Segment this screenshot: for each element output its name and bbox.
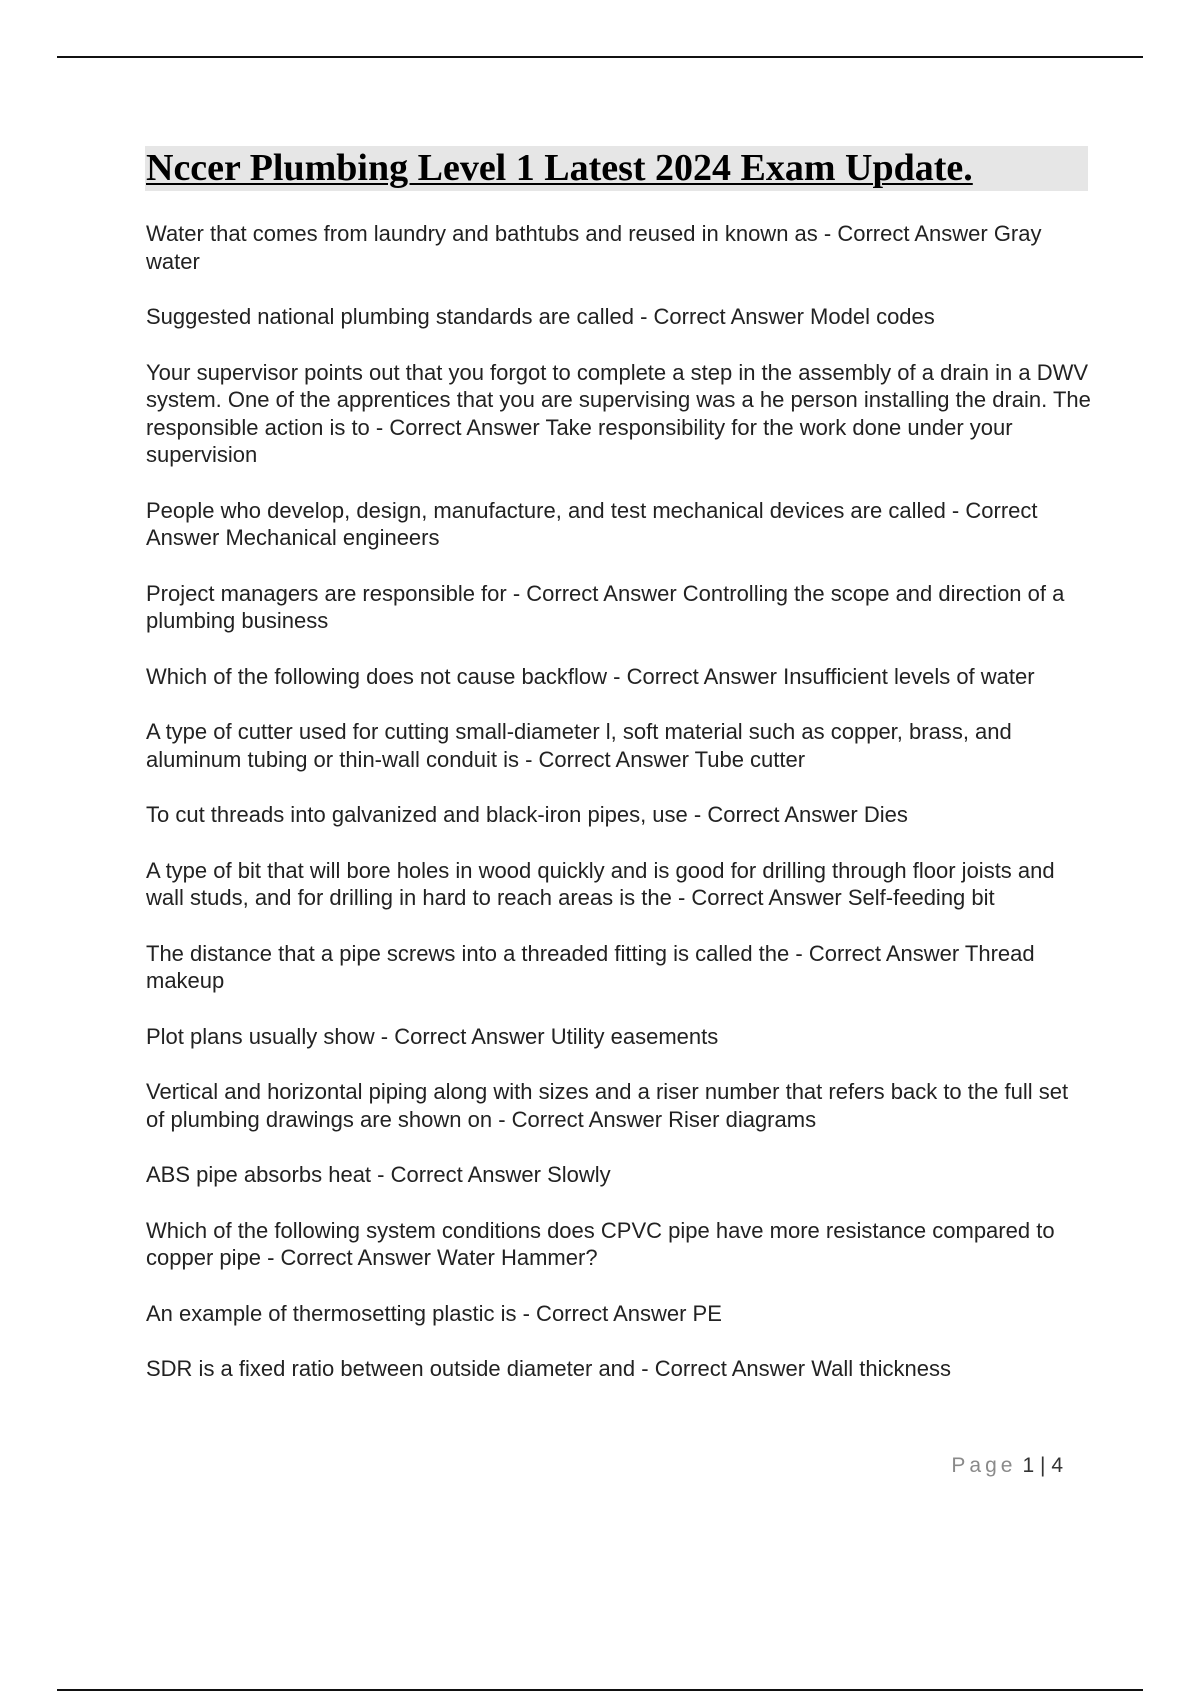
- qa-item: [146, 303, 1091, 331]
- qa-text: People who develop, design, manufacture, and test mechanical devices are called - Correct Answer Mechanical engineers: [146, 497, 1038, 550]
- qa-text: ABS pipe absorbs heat - Correct Answer Slowly: [146, 1162, 611, 1187]
- qa-text: SDR is a fixed ratio between outside diameter and - Correct Answer Wall thickness: [146, 1356, 951, 1381]
- qa-item: [146, 940, 1091, 995]
- qa-item: [146, 220, 1091, 275]
- qa-item: [146, 359, 1091, 469]
- question-answer-list: [146, 220, 1091, 1411]
- qa-text: The distance that a pipe screws into a threaded fitting is called the - Correct Answer Thread makeup: [146, 940, 1035, 993]
- qa-item: [146, 1300, 1091, 1328]
- page-current: 1: [1022, 1454, 1035, 1477]
- qa-item: [146, 1355, 1091, 1383]
- qa-text: Suggested national plumbing standards are called - Correct Answer Model codes: [146, 304, 935, 329]
- qa-text: Water that comes from laundry and bathtubs and reused in known as - Correct Answer Gray water: [146, 221, 1042, 274]
- qa-item: [146, 497, 1091, 552]
- qa-text: A type of cutter used for cutting small-diameter l, soft material such as copper, brass, and aluminum tubing or thin-wall conduit is - Correct Answer Tube cutter: [146, 719, 1012, 772]
- qa-item: [146, 663, 1091, 691]
- qa-item: [146, 1023, 1091, 1051]
- page-total: 4: [1051, 1454, 1063, 1477]
- qa-text: To cut threads into galvanized and black-iron pipes, use - Correct Answer Dies: [146, 802, 908, 827]
- page-number: [951, 1454, 1063, 1478]
- qa-text: A type of bit that will bore holes in wood quickly and is good for drilling through floor joists and wall studs, and for drilling in hard to reach areas is the - Correct Answer Self-feeding bit: [146, 857, 1055, 910]
- qa-item: [146, 801, 1091, 829]
- qa-item: [146, 580, 1091, 635]
- document-title: Nccer Plumbing Level 1 Latest 2024 Exam Update.: [146, 147, 973, 189]
- page-separator: |: [1040, 1454, 1046, 1477]
- qa-text: Your supervisor points out that you forgot to complete a step in the assembly of a drain in a DWV system. One of the apprentices that you are supervising was a he person installing the drain. The responsible action is to - Correct Answer Take responsibility for the work done under your supervision: [146, 359, 1091, 467]
- qa-item: [146, 1078, 1091, 1133]
- qa-text: Which of the following system conditions does CPVC pipe have more resistance compared to copper pipe - Correct Answer Water Hammer?: [146, 1217, 1055, 1270]
- qa-text: Which of the following does not cause backflow - Correct Answer Insufficient levels of water: [146, 663, 1035, 689]
- qa-item: [146, 857, 1091, 912]
- qa-text: Project managers are responsible for - Correct Answer Controlling the scope and direction of a plumbing business: [146, 580, 1065, 633]
- qa-text: Vertical and horizontal piping along with sizes and a riser number that refers back to the full set of plumbing drawings are shown on - Correct Answer Riser diagrams: [146, 1079, 1069, 1132]
- qa-text: Plot plans usually show - Correct Answer Utility easements: [146, 1023, 719, 1049]
- qa-text: An example of thermosetting plastic is - Correct Answer PE: [146, 1300, 722, 1326]
- qa-item: [146, 1217, 1091, 1272]
- qa-item: [146, 1161, 1091, 1189]
- header-rule: [57, 56, 1143, 58]
- qa-item: [146, 718, 1091, 773]
- page-word: Page: [951, 1454, 1017, 1477]
- footer-rule: [57, 1689, 1143, 1691]
